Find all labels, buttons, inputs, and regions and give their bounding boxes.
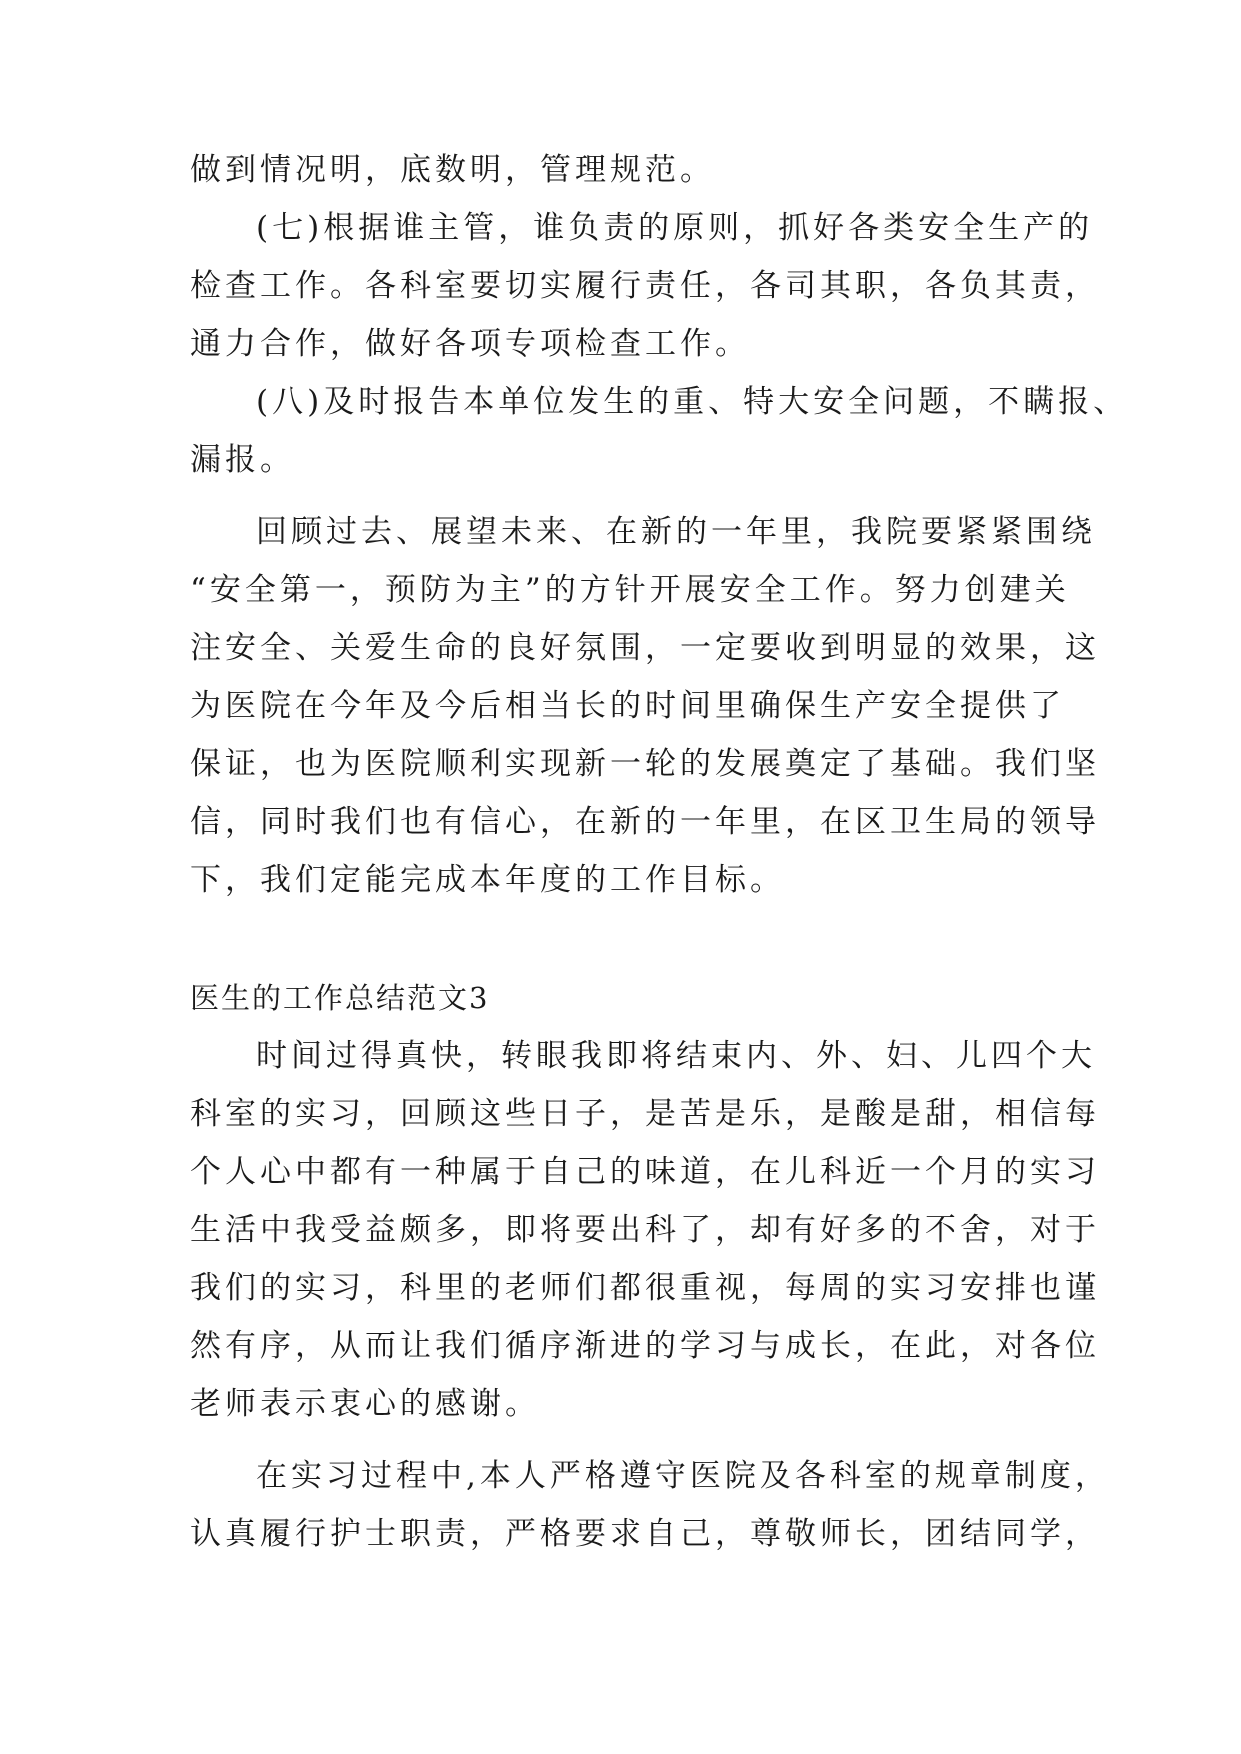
text-line: 然有序，从而让我们循序渐进的学习与成长，在此，对各位	[190, 1328, 1100, 1364]
text-line: 回顾过去、展望未来、在新的一年里，我院要紧紧围绕	[256, 514, 1096, 550]
text-line: “安全第一，预防为主”的方针开展安全工作。努力创建关	[190, 572, 1070, 608]
text-line: 做到情况明，底数明，管理规范。	[190, 152, 715, 188]
text-line: 检查工作。各科室要切实履行责任，各司其职，各负其责，	[190, 268, 1100, 304]
text-line: 在实习过程中,本人严格遵守医院及各科室的规章制度，	[256, 1458, 1110, 1494]
text-line: 信，同时我们也有信心，在新的一年里，在区卫生局的领导	[190, 804, 1100, 840]
text-line: 我们的实习，科里的老师们都很重视，每周的实习安排也谨	[190, 1270, 1100, 1306]
text-line: 时间过得真快，转眼我即将结束内、外、妇、儿四个大	[256, 1038, 1096, 1074]
text-line: 保证，也为医院顺利实现新一轮的发展奠定了基础。我们坚	[190, 746, 1100, 782]
text-line: 注安全、关爱生命的良好氛围，一定要收到明显的效果，这	[190, 630, 1100, 666]
text-line: 为医院在今年及今后相当长的时间里确保生产安全提供了	[190, 688, 1065, 724]
text-line: 认真履行护士职责，严格要求自己，尊敬师长，团结同学，	[190, 1516, 1100, 1552]
text-line: 下，我们定能完成本年度的工作目标。	[190, 862, 785, 898]
text-line: 个人心中都有一种属于自己的味道，在儿科近一个月的实习	[190, 1154, 1100, 1190]
section-heading: 医生的工作总结范文3	[190, 981, 490, 1015]
text-line: (七)根据谁主管，谁负责的原则，抓好各类安全生产的	[256, 210, 1094, 246]
text-line: 老师表示衷心的感谢。	[190, 1386, 540, 1422]
text-line: 通力合作，做好各项专项检查工作。	[190, 326, 750, 362]
text-line: 生活中我受益颇多，即将要出科了，却有好多的不舍，对于	[190, 1212, 1100, 1248]
text-line: (八)及时报告本单位发生的重、特大安全问题，不瞒报、	[256, 384, 1129, 420]
text-line: 科室的实习，回顾这些日子，是苦是乐，是酸是甜，相信每	[190, 1096, 1100, 1132]
text-line: 漏报。	[190, 442, 295, 478]
